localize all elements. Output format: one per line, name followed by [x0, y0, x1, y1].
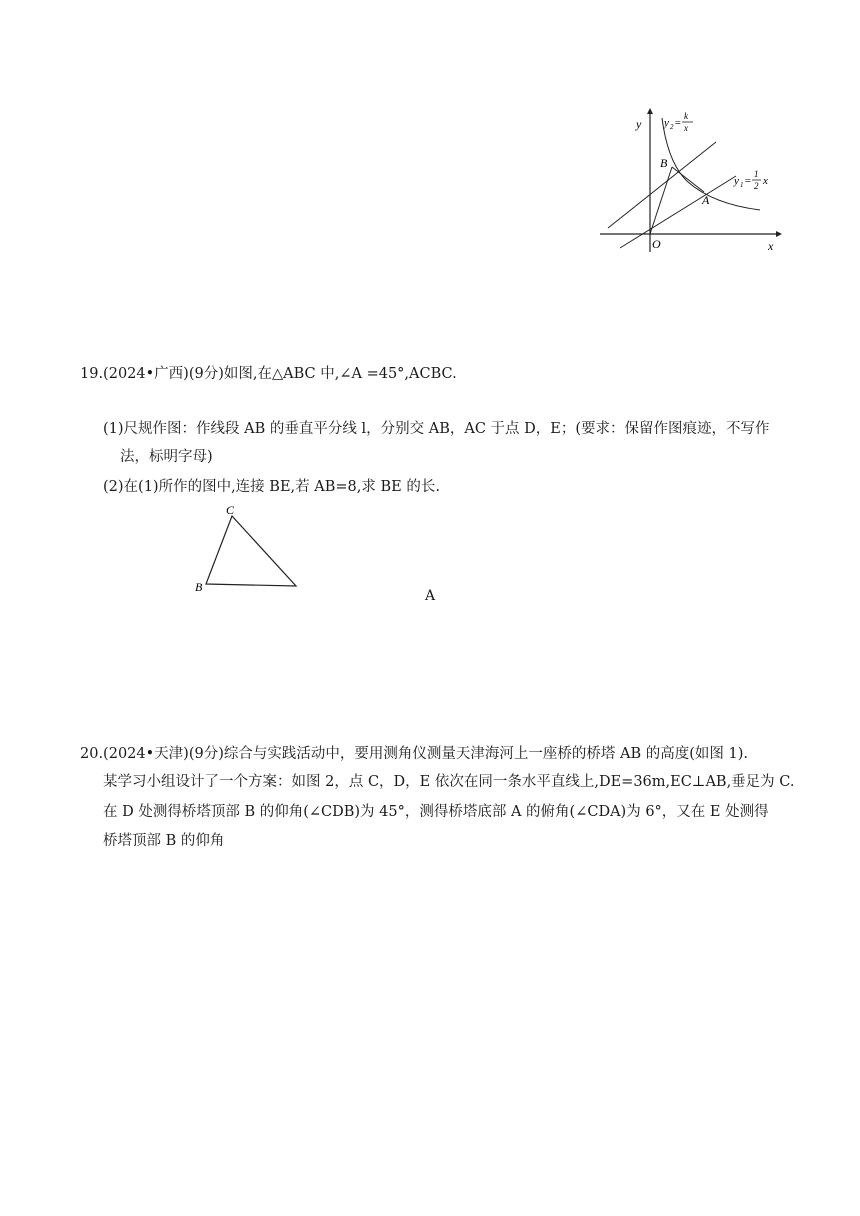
coordinate-graph-figure [598, 104, 782, 254]
x-axis-label: x [768, 239, 774, 253]
svg-text:k: k [684, 111, 688, 121]
svg-text:1: 1 [740, 181, 744, 189]
line-y1-label [733, 169, 768, 191]
q19-part1-line2: 法，标明字母) [120, 449, 213, 465]
svg-text:=: = [674, 117, 682, 129]
hyperbola-label [663, 111, 693, 133]
vertex-c-label: C [226, 503, 235, 517]
q20-line4: 桥塔顶部 B 的仰角 [103, 833, 225, 849]
triangle-abc [206, 516, 296, 586]
svg-text:1: 1 [754, 169, 759, 179]
svg-text:x: x [684, 123, 688, 133]
q19-part1-line1: (1)尺规作图：作线段 AB 的垂直平分线 l，分别交 AB，AC 于点 D，E；(要求：保留作图痕迹，不写作 [103, 421, 770, 437]
q20-line3: 在 D 处测得桥塔顶部 B 的仰角(∠CDB)为 45°，测得桥塔底部 A 的俯角(∠CDA)为 6°，又在 E 处测得 [103, 804, 769, 820]
y-axis-arrow [647, 108, 653, 114]
origin-label: O [652, 237, 661, 251]
x-axis-arrow [776, 231, 782, 237]
segment-ab [672, 167, 704, 192]
segment-ob [650, 167, 672, 234]
parallel-line [608, 142, 716, 228]
vertex-a-label: A [425, 588, 436, 604]
y-axis-label: y [636, 117, 642, 131]
point-b-label: B [660, 156, 668, 170]
q20-line1: 20.(2024•天津)(9分)综合与实践活动中，要用测角仪测量天津海河上一座桥的桥塔 AB 的高度(如图 1). [80, 746, 748, 762]
q19-stem: 19.(2024•广西)(9分)如图,在△ABC 中,∠A =45°,ACBC. [80, 366, 457, 382]
svg-text:=: = [744, 175, 752, 187]
q19-part2: (2)在(1)所作的图中,连接 BE,若 AB=8,求 BE 的长. [103, 479, 440, 495]
svg-text:2: 2 [670, 123, 674, 131]
vertex-b-label: B [195, 580, 203, 594]
svg-text:y: y [664, 117, 669, 129]
triangle-abc-figure [190, 500, 305, 595]
hyperbola-y2 [662, 118, 760, 210]
q20-line2: 某学习小组设计了一个方案：如图 2，点 C，D，E 依次在同一条水平直线上,DE=36m,EC⊥AB,垂足为 C. [103, 774, 795, 790]
svg-text:x: x [763, 175, 768, 187]
line-y1 [620, 176, 736, 248]
svg-text:y: y [734, 175, 739, 187]
svg-text:2: 2 [754, 181, 759, 191]
point-a-label: A [702, 193, 710, 207]
